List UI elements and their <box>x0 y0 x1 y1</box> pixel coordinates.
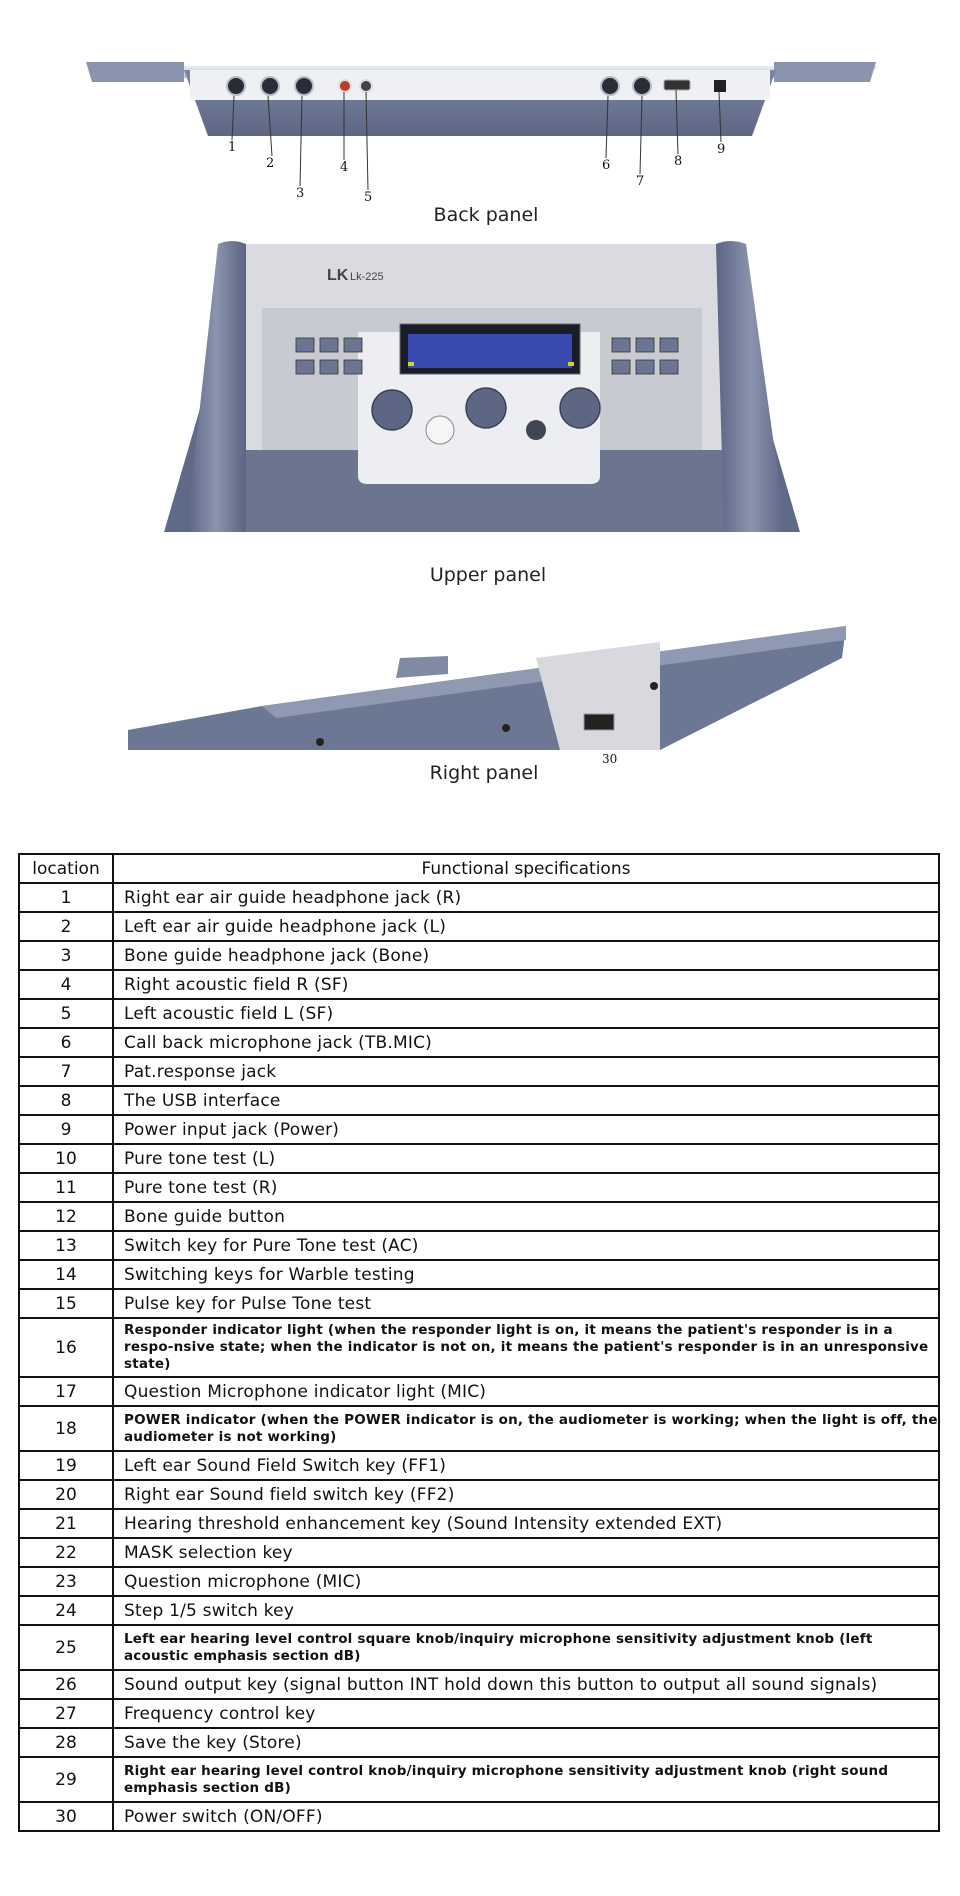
table-row <box>19 1757 939 1802</box>
callout-9: 9 <box>717 142 726 157</box>
location-cell: 22 <box>19 1538 113 1567</box>
specification-cell: Question Microphone indicator light (MIC) <box>113 1377 939 1406</box>
location-cell: 11 <box>19 1173 113 1202</box>
callout-4: 4 <box>340 160 349 175</box>
location-cell: 4 <box>19 970 113 999</box>
location-cell: 30 <box>19 1802 113 1831</box>
table-row <box>19 1115 939 1144</box>
table-row <box>19 999 939 1028</box>
specification-cell: Call back microphone jack (TB.MIC) <box>113 1028 939 1057</box>
specification-cell: Left ear Sound Field Switch key (FF1) <box>113 1451 939 1480</box>
specification-cell: Pure tone test (R) <box>113 1173 939 1202</box>
location-cell: 24 <box>19 1596 113 1625</box>
specification-cell: Left ear hearing level control square knob/inquiry microphone sensitivity adjustment knob (left acoustic emphasis section dB) <box>113 1625 939 1670</box>
table-row <box>19 1202 939 1231</box>
table-row <box>19 912 939 941</box>
callout-3: 3 <box>296 186 305 201</box>
table-row <box>19 1289 939 1318</box>
location-cell: 28 <box>19 1728 113 1757</box>
location-cell: 6 <box>19 1028 113 1057</box>
table-row <box>19 1028 939 1057</box>
location-cell: 7 <box>19 1057 113 1086</box>
location-cell: 3 <box>19 941 113 970</box>
specification-cell: The USB interface <box>113 1086 939 1115</box>
table-row <box>19 1670 939 1699</box>
location-cell: 21 <box>19 1509 113 1538</box>
location-cell: 10 <box>19 1144 113 1173</box>
svg-text:LK: LK <box>327 267 349 284</box>
location-cell: 8 <box>19 1086 113 1115</box>
specification-cell: Pat.response jack <box>113 1057 939 1086</box>
specification-cell: Bone guide button <box>113 1202 939 1231</box>
table-row <box>19 1260 939 1289</box>
table-row <box>19 1699 939 1728</box>
specification-cell: Right ear Sound field switch key (FF2) <box>113 1480 939 1509</box>
location-cell: 15 <box>19 1289 113 1318</box>
header-functional-specifications: Functional specifications <box>113 854 939 883</box>
table-row <box>19 1480 939 1509</box>
specification-cell: Left acoustic field L (SF) <box>113 999 939 1028</box>
specification-cell: Save the key (Store) <box>113 1728 939 1757</box>
table-row <box>19 1567 939 1596</box>
location-cell: 2 <box>19 912 113 941</box>
location-cell: 19 <box>19 1451 113 1480</box>
specification-cell: Question microphone (MIC) <box>113 1567 939 1596</box>
location-cell: 26 <box>19 1670 113 1699</box>
table-row <box>19 1596 939 1625</box>
spec-table <box>18 853 940 1832</box>
upper-panel-caption: Upper panel <box>429 564 547 586</box>
table-row <box>19 970 939 999</box>
location-cell: 9 <box>19 1115 113 1144</box>
specification-cell: Responder indicator light (when the responder light is on, it means the patient's responder is in a respo-nsive state; when the indicator is not on, it means the patient's responder is in an unresponsive state) <box>113 1318 939 1377</box>
right-panel-image <box>0 610 960 770</box>
back-panel-caption: Back panel <box>433 204 539 226</box>
table-row <box>19 941 939 970</box>
specification-cell: Left ear air guide headphone jack (L) <box>113 912 939 941</box>
table-row <box>19 1728 939 1757</box>
specification-cell: Power input jack (Power) <box>113 1115 939 1144</box>
location-cell: 20 <box>19 1480 113 1509</box>
location-cell: 5 <box>19 999 113 1028</box>
table-row <box>19 1057 939 1086</box>
table-row <box>19 1318 939 1377</box>
location-cell: 1 <box>19 883 113 912</box>
location-cell: 16 <box>19 1318 113 1377</box>
specification-cell: Bone guide headphone jack (Bone) <box>113 941 939 970</box>
callout-2: 2 <box>266 156 275 171</box>
table-row <box>19 1451 939 1480</box>
table-row <box>19 1377 939 1406</box>
table-row <box>19 1538 939 1567</box>
callout-7: 7 <box>636 174 645 189</box>
callout-8: 8 <box>674 154 683 169</box>
header-location: location <box>19 854 113 883</box>
location-cell: 13 <box>19 1231 113 1260</box>
specification-cell: Switching keys for Warble testing <box>113 1260 939 1289</box>
specification-cell: POWER indicator (when the POWER indicator is on, the audiometer is working; when the light is off, the audiometer is not working) <box>113 1406 939 1451</box>
callout-30: 30 <box>602 752 618 766</box>
specification-cell: Power switch (ON/OFF) <box>113 1802 939 1831</box>
table-row <box>19 1086 939 1115</box>
table-row <box>19 1802 939 1831</box>
specification-cell: Switch key for Pure Tone test (AC) <box>113 1231 939 1260</box>
table-row <box>19 1144 939 1173</box>
table-row <box>19 1406 939 1451</box>
table-header-row <box>19 854 939 883</box>
location-cell: 27 <box>19 1699 113 1728</box>
location-cell: 25 <box>19 1625 113 1670</box>
specification-cell: MASK selection key <box>113 1538 939 1567</box>
specification-cell: Hearing threshold enhancement key (Sound Intensity extended EXT) <box>113 1509 939 1538</box>
specification-cell: Right acoustic field R (SF) <box>113 970 939 999</box>
svg-text:Lk-225: Lk-225 <box>350 271 384 283</box>
table-row <box>19 883 939 912</box>
right-panel-caption: Right panel <box>429 762 539 784</box>
specification-cell: Right ear air guide headphone jack (R) <box>113 883 939 912</box>
specification-cell: Pulse key for Pulse Tone test <box>113 1289 939 1318</box>
location-cell: 29 <box>19 1757 113 1802</box>
back-panel-image <box>0 0 960 210</box>
location-cell: 12 <box>19 1202 113 1231</box>
table-row <box>19 1173 939 1202</box>
table-row <box>19 1509 939 1538</box>
table-row <box>19 1231 939 1260</box>
specification-cell: Right ear hearing level control knob/inquiry microphone sensitivity adjustment knob (right sound emphasis section dB) <box>113 1757 939 1802</box>
specification-cell: Sound output key (signal button INT hold down this button to output all sound signals) <box>113 1670 939 1699</box>
location-cell: 18 <box>19 1406 113 1451</box>
location-cell: 17 <box>19 1377 113 1406</box>
location-cell: 23 <box>19 1567 113 1596</box>
callout-6: 6 <box>602 158 611 173</box>
spec-table-body <box>19 883 939 1831</box>
location-cell: 14 <box>19 1260 113 1289</box>
callout-1: 1 <box>228 140 237 155</box>
specification-cell: Step 1/5 switch key <box>113 1596 939 1625</box>
callout-5: 5 <box>364 190 373 205</box>
table-row <box>19 1625 939 1670</box>
specification-cell: Frequency control key <box>113 1699 939 1728</box>
specification-cell: Pure tone test (L) <box>113 1144 939 1173</box>
upper-panel-image <box>0 232 960 552</box>
